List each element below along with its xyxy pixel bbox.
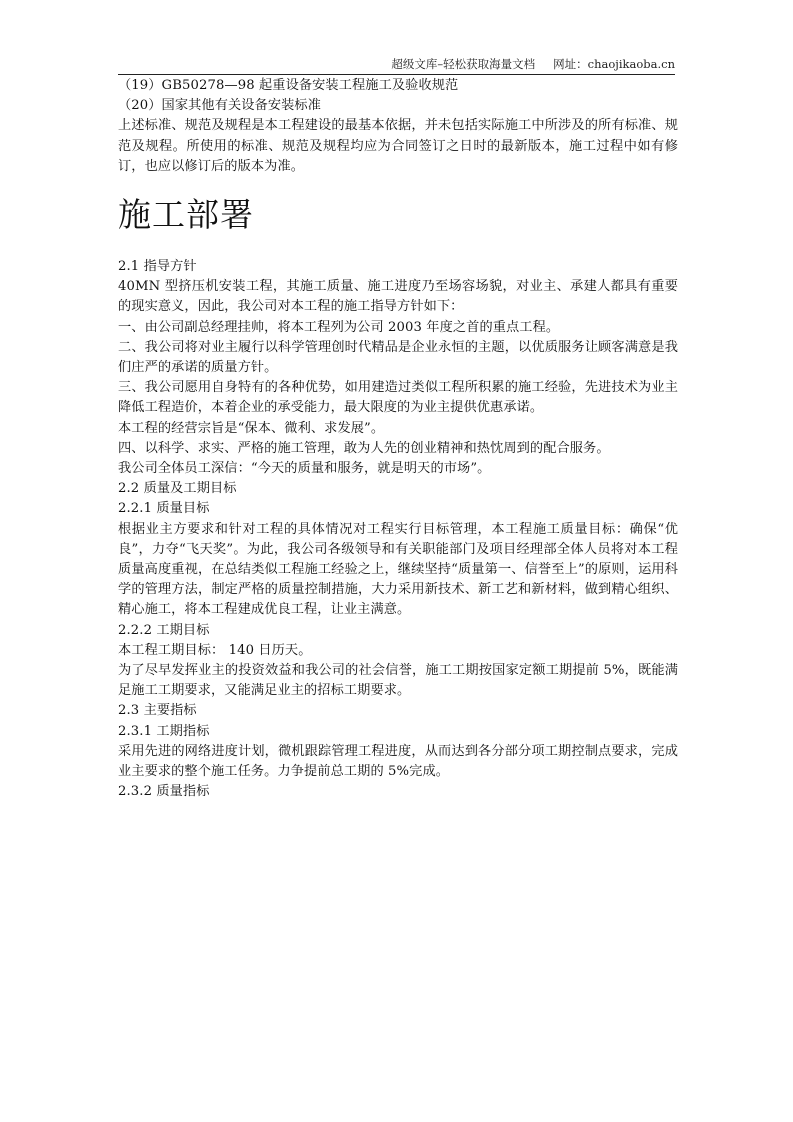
header-site-name: 超级文库–轻松获取海量文档 [391,57,536,71]
schedule-indicator-paragraph: 采用先进的网络进度计划，微机跟踪管理工程进度，从而达到各分部分项工期控制点要求，完成业主要求的整个施工任务。力争提前总工期的 5%完成。 [118,743,678,780]
page-header [118,56,675,75]
standard-item-20: （20）国家其他有关设备安装标准 [118,98,322,114]
staff-belief: 我公司全体员工深信：“今天的质量和服务，就是明天的市场”。 [118,461,491,477]
document-body [118,76,678,803]
business-motto: 本工程的经营宗旨是“保本、微利、求发展”。 [118,420,385,436]
guideline-item-3: 三、我公司愿用自身特有的各种优势，如用建造过类似工程所积累的施工经验，先进技术为业主降低工程造价，本着企业的承受能力，最大限度的为业主提供优惠承诺。 [118,380,678,416]
guideline-item-1: 一、由公司副总经理挂帅，将本工程列为公司 2003 年度之首的重点工程。 [118,319,560,335]
standard-item-19: （19）GB50278—98 起重设备安装工程施工及验收规范 [118,78,459,93]
heading-2-1: 2.1 指导方针 [118,259,197,275]
heading-2-2-2: 2.2.2 工期目标 [118,622,210,638]
heading-2-3-2: 2.3.2 质量指标 [118,784,210,800]
section-title: 施工部署 [118,195,254,235]
heading-2-3-1: 2.3.1 工期指标 [118,723,210,739]
schedule-target-paragraph: 为了尽早发挥业主的投资效益和我公司的社会信誉，施工工期按国家定额工期提前 5%，既能满足施工工期要求，又能满足业主的招标工期要求。 [118,663,678,699]
heading-2-3: 2.3 主要指标 [118,703,197,719]
header-url: 网址：chaojikaoba.cn [553,57,675,71]
heading-2-2-1: 2.2.1 质量目标 [118,501,210,517]
standards-note-paragraph: 上述标准、规范及规程是本工程建设的最基本依据，并未包括实际施工中所涉及的所有标准、规范及规程。所使用的标准、规范及规程均应为合同签订之日时的最新版本，施工过程中如有修订，也应以修订后的版本为准。 [118,118,678,174]
schedule-target-line: 本工程工期目标： 140 日历天。 [118,642,312,658]
guideline-intro-paragraph: 40MN 型挤压机安装工程，其施工质量、施工进度乃至场容场貌，对业主、承建人都具有重要的现实意义，因此，我公司对本工程的施工指导方针如下： [118,279,678,315]
guideline-item-2: 二、我公司将对业主履行以科学管理创时代精品是企业永恒的主题，以优质服务让顾客满意是我们庄严的承诺的质量方针。 [118,339,678,376]
heading-2-2: 2.2 质量及工期目标 [118,481,237,497]
guideline-item-4: 四、以科学、求实、严格的施工管理，敢为人先的创业精神和热忱周到的配合服务。 [118,440,610,456]
quality-target-paragraph: 根据业主方要求和针对工程的具体情况对工程实行目标管理，本工程施工质量目标：确保“优良”，力夺“飞天奖”。为此，我公司各级领导和有关职能部门及项目经理部全体人员将对本工程质量高度重视，在总结类似工程施工经验之上，继续坚持“质量第一、信誉至上”的原则，运用科学的管理方法，制定严格的质量控制措施，大力采用新技术、新工艺和新材料，做到精心组织、精心施工，将本工程建成优良工程，让业主满意。 [118,521,678,618]
